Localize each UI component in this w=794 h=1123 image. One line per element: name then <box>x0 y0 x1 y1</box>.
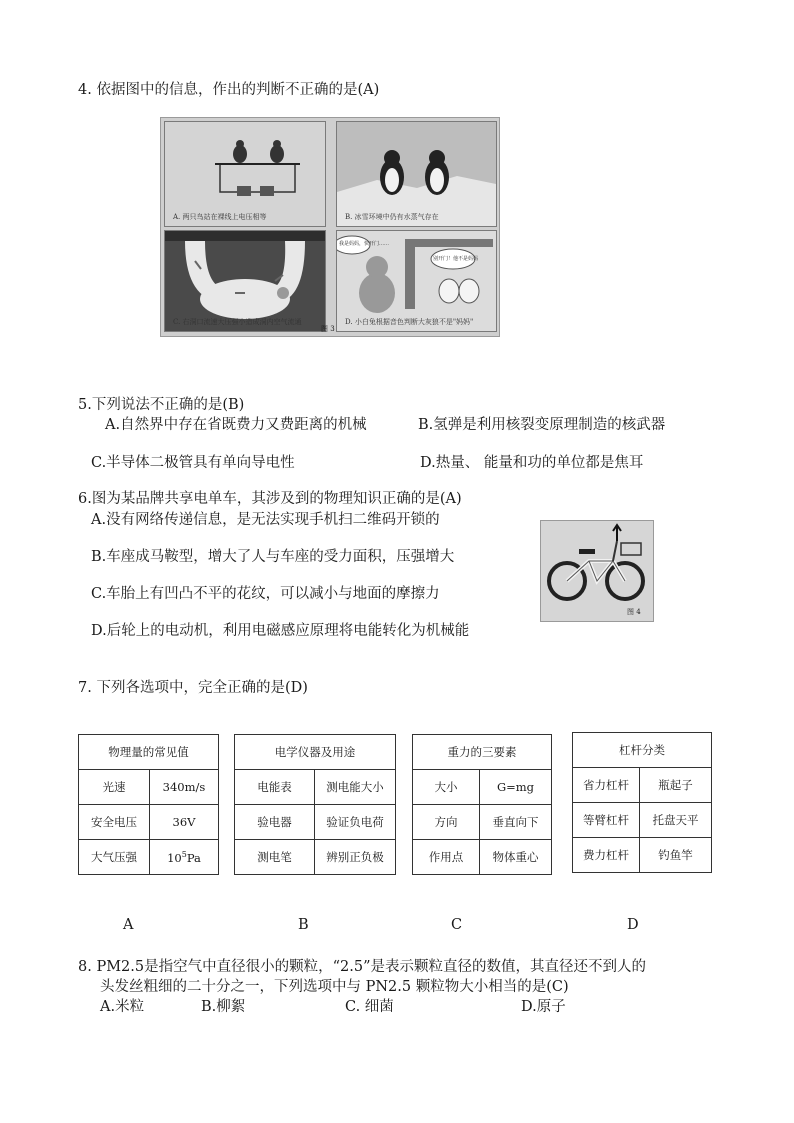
figure-panel-a <box>164 121 326 227</box>
question-6-option-b: B.车座成马鞍型，增大了人与车座的受力面积，压强增大 <box>91 549 455 565</box>
table-b-cell: 电能表 <box>235 770 315 805</box>
table-b-cell: 辨别正负极 <box>315 840 396 875</box>
birds-on-wire-illustration <box>165 122 325 226</box>
table-b-cell: 测电能大小 <box>315 770 396 805</box>
table-a-cell: 光速 <box>79 770 150 805</box>
table-d-cell: 钓鱼竿 <box>640 838 712 873</box>
figure-caption-b: B. 冰雪环境中仍有水蒸气存在 <box>345 213 439 221</box>
figure-caption-a: A. 两只鸟站在裸线上电压相等 <box>173 213 267 221</box>
pressure-unit: Pa <box>186 850 201 865</box>
question-6-text: 6.图为某品牌共享电单车，其涉及到的物理知识正确的是(A) <box>78 491 462 507</box>
pressure-base: 10 <box>167 850 182 865</box>
figure-panel-b <box>336 121 497 227</box>
table-d-cell: 托盘天平 <box>640 803 712 838</box>
table-a <box>78 734 219 875</box>
question-5-option-d: D.热量、 能量和功的单位都是焦耳 <box>420 455 644 471</box>
table-a-cell-pressure <box>150 840 219 875</box>
table-b-cell: 验电器 <box>235 805 315 840</box>
bicycle-illustration <box>541 521 653 621</box>
figure-caption-d: D. 小白兔根据音色判断大灰狼不是"妈妈" <box>345 318 474 326</box>
figure-panel-c <box>164 230 326 332</box>
figure-caption-c: C. 右洞口流速大压强小造成洞内空气流通 <box>173 318 302 326</box>
rabbit-speech-bubble: 别开门！他不是妈妈 <box>433 256 479 262</box>
burrow-illustration <box>165 231 325 331</box>
table-c-letter: C <box>451 917 463 933</box>
question-6-option-d: D.后轮上的电动机，利用电磁感应原理将电能转化为机械能 <box>91 623 470 639</box>
pressure-exponent: 5 <box>181 849 187 859</box>
question-5-text: 5.下列说法不正确的是(B) <box>78 397 245 413</box>
table-a-cell: 340m/s <box>150 770 219 805</box>
question-4-figure <box>160 117 500 337</box>
shared-bike-figure <box>540 520 654 622</box>
table-d-cell: 等臂杠杆 <box>573 803 640 838</box>
table-a-header: 物理量的常见值 <box>79 735 219 770</box>
table-d-header: 杠杆分类 <box>573 733 712 768</box>
table-a-letter: A <box>123 917 134 933</box>
table-a-cell: 36V <box>150 805 219 840</box>
question-5-option-b: B.氢弹是利用核裂变原理制造的核武器 <box>418 417 666 433</box>
table-d-cell: 瓶起子 <box>640 768 712 803</box>
table-a-cell: 安全电压 <box>79 805 150 840</box>
table-b-header: 电学仪器及用途 <box>235 735 396 770</box>
question-8-line-2: 头发丝粗细的二十分之一，下列选项中与 PN2.5 颗粒物大小相当的是(C) <box>100 979 569 995</box>
question-6-option-a: A.没有网络传递信息，是无法实现手机扫二维码开锁的 <box>91 512 440 528</box>
question-5-option-c: C.半导体二极管具有单向导电性 <box>91 455 295 471</box>
question-6-option-c: C.车胎上有凹凸不平的花纹，可以减小与地面的摩擦力 <box>91 586 440 602</box>
figure-3-label: 图 3 <box>321 325 335 333</box>
figure-4-label: 图 4 <box>627 608 641 616</box>
table-c-header: 重力的三要素 <box>413 735 552 770</box>
wolf-speech-bubble: 我是妈妈，快开门…… <box>339 241 390 247</box>
table-d-cell: 费力杠杆 <box>573 838 640 873</box>
penguins-illustration <box>337 122 496 226</box>
table-c-cell: G=mg <box>480 770 552 805</box>
table-c-cell: 垂直向下 <box>480 805 552 840</box>
question-8-line-1: 8. PM2.5是指空气中直径很小的颗粒，“2.5”是表示颗粒直径的数值，其直径还不到人的 <box>78 959 646 975</box>
question-8-option-c: C. 细菌 <box>345 999 394 1015</box>
table-c-cell: 方向 <box>413 805 480 840</box>
table-b-letter: B <box>298 917 309 933</box>
table-d-letter: D <box>627 917 639 933</box>
table-a-cell: 大气压强 <box>79 840 150 875</box>
table-b-cell: 测电笔 <box>235 840 315 875</box>
table-d-cell: 省力杠杆 <box>573 768 640 803</box>
question-8-option-d: D.原子 <box>521 999 566 1015</box>
table-b <box>234 734 396 875</box>
question-7-text: 7. 下列各选项中，完全正确的是(D) <box>78 680 308 696</box>
question-8-option-a: A.米粒 <box>100 999 145 1015</box>
figure-panel-d <box>336 230 497 332</box>
question-8-option-b: B.柳絮 <box>201 999 246 1015</box>
table-b-cell: 验证负电荷 <box>315 805 396 840</box>
question-5-option-a: A.自然界中存在省既费力又费距离的机械 <box>105 417 367 433</box>
question-4-text: 4. 依据图中的信息，作出的判断不正确的是(A) <box>78 82 380 98</box>
table-d <box>572 732 712 873</box>
table-c-cell: 大小 <box>413 770 480 805</box>
table-c-cell: 物体重心 <box>480 840 552 875</box>
table-c-cell: 作用点 <box>413 840 480 875</box>
table-c <box>412 734 552 875</box>
